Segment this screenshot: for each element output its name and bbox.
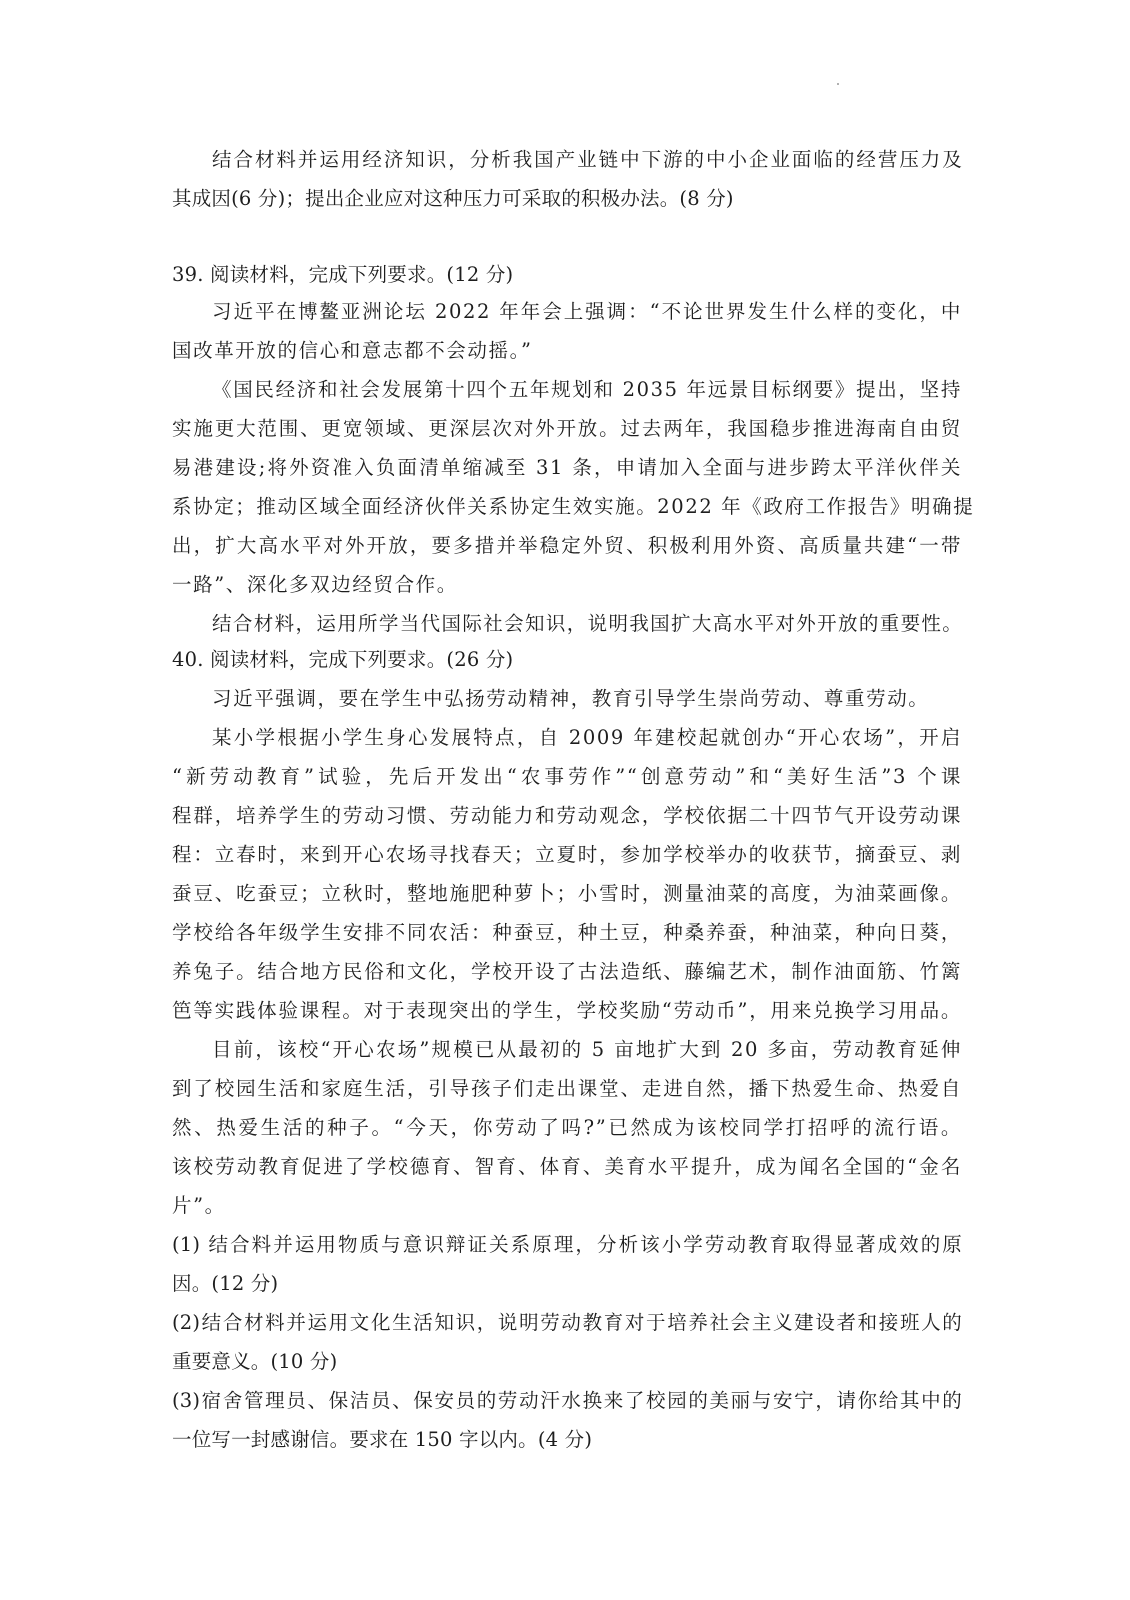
q40-material-line-14: 片”。 — [172, 1194, 226, 1217]
q40-material-line-8: 养兔子。结合地方民俗和文化，学校开设了古法造纸、藤编艺术，制作油面筋、竹篱 — [172, 960, 962, 983]
q40-material-line-10: 目前，该校“开心农场”规模已从最初的 5 亩地扩大到 20 多亩，劳动教育延伸 — [212, 1038, 962, 1061]
q39-material-line-8: 一路”、深化多双边经贸合作。 — [172, 573, 458, 596]
q40-sub-question-2-line-1: (2)结合材料并运用文化生活知识，说明劳动教育对于培养社会主义建设者和接班人的 — [172, 1311, 962, 1334]
q40-material-line-9: 笆等实践体验课程。对于表现突出的学生，学校奖励“劳动币”，用来兑换学习用品。 — [172, 999, 962, 1022]
q39-material-line-1: 习近平在博鳌亚洲论坛 2022 年年会上强调：“不论世界发生什么样的变化，中 — [212, 300, 962, 323]
q40-material-line-11: 到了校园生活和家庭生活，引导孩子们走出课堂、走进自然，播下热爱生命、热爱自 — [172, 1077, 962, 1100]
q40-sub-question-3-line-2: 一位写一封感谢信。要求在 150 字以内。(4 分) — [172, 1428, 593, 1451]
q40-material-line-5: 程：立春时，来到开心农场寻找春天；立夏时，参加学校举办的收获节，摘蚕豆、剥 — [172, 843, 962, 866]
q40-sub-question-2-line-2: 重要意义。(10 分) — [172, 1350, 338, 1373]
q38-text-line-2: 其成因(6 分)；提出企业应对这种压力可采取的积极办法。(8 分) — [172, 187, 734, 210]
q39-question: 结合材料，运用所学当代国际社会知识，说明我国扩大高水平对外开放的重要性。 — [212, 612, 962, 635]
q40-sub-question-1-line-1: (1) 结合料并运用物质与意识辩证关系原理，分析该小学劳动教育取得显著成效的原 — [172, 1233, 962, 1256]
q40-material-line-13: 该校劳动教育促进了学校德育、智育、体育、美育水平提升，成为闻名全国的“金名 — [172, 1155, 962, 1178]
q39-material-line-5: 易港建设;将外资准入负面清单缩减至 31 条，申请加入全面与进步跨太平洋伙伴关 — [172, 456, 962, 479]
q40-material-line-2: 某小学根据小学生身心发展特点，自 2009 年建校起就创办“开心农场”，开启 — [212, 726, 962, 749]
q38-text-line-1: 结合材料并运用经济知识，分析我国产业链中下游的中小企业面临的经营压力及 — [212, 148, 962, 171]
q39-material-line-4: 实施更大范围、更宽领域、更深层次对外开放。过去两年，我国稳步推进海南自由贸 — [172, 417, 962, 440]
q40-sub-question-1-line-2: 因。(12 分) — [172, 1272, 279, 1295]
q40-material-line-6: 蚕豆、吃蚕豆；立秋时，整地施肥种萝卜；小雪时，测量油菜的高度，为油菜画像。 — [172, 882, 962, 905]
q40-sub-question-3-line-1: (3)宿舍管理员、保洁员、保安员的劳动汗水换来了校园的美丽与安宁，请你给其中的 — [172, 1389, 962, 1412]
scan-speck — [837, 83, 839, 85]
q40-material-line-7: 学校给各年级学生安排不同农活：种蚕豆，种土豆，种桑养蚕，种油菜，种向日葵， — [172, 921, 962, 944]
q40-material-line-3: “新劳动教育”试验，先后开发出“农事劳作”“创意劳动”和“美好生活”3 个课 — [172, 765, 962, 788]
q39-material-line-2: 国改革开放的信心和意志都不会动摇。” — [172, 339, 533, 362]
q40-material-line-1: 习近平强调，要在学生中弘扬劳动精神，教育引导学生崇尚劳动、尊重劳动。 — [212, 687, 930, 710]
q39-header: 39. 阅读材料，完成下列要求。(12 分) — [172, 263, 514, 286]
q40-header: 40. 阅读材料，完成下列要求。(26 分) — [172, 648, 514, 671]
q40-material-line-4: 程群，培养学生的劳动习惯、劳动能力和劳动观念，学校依据二十四节气开设劳动课 — [172, 804, 962, 827]
q39-material-line-6: 系协定；推动区域全面经济伙伴关系协定生效实施。2022 年《政府工作报告》明确提 — [172, 495, 975, 518]
q39-material-line-3: 《国民经济和社会发展第十四个五年规划和 2035 年远景目标纲要》提出，坚持 — [212, 378, 962, 401]
q40-material-line-12: 然、热爱生活的种子。“今天，你劳动了吗?”已然成为该校同学打招呼的流行语。 — [172, 1116, 962, 1139]
q39-material-line-7: 出，扩大高水平对外开放，要多措并举稳定外贸、积极利用外资、高质量共建“一带 — [172, 534, 962, 557]
